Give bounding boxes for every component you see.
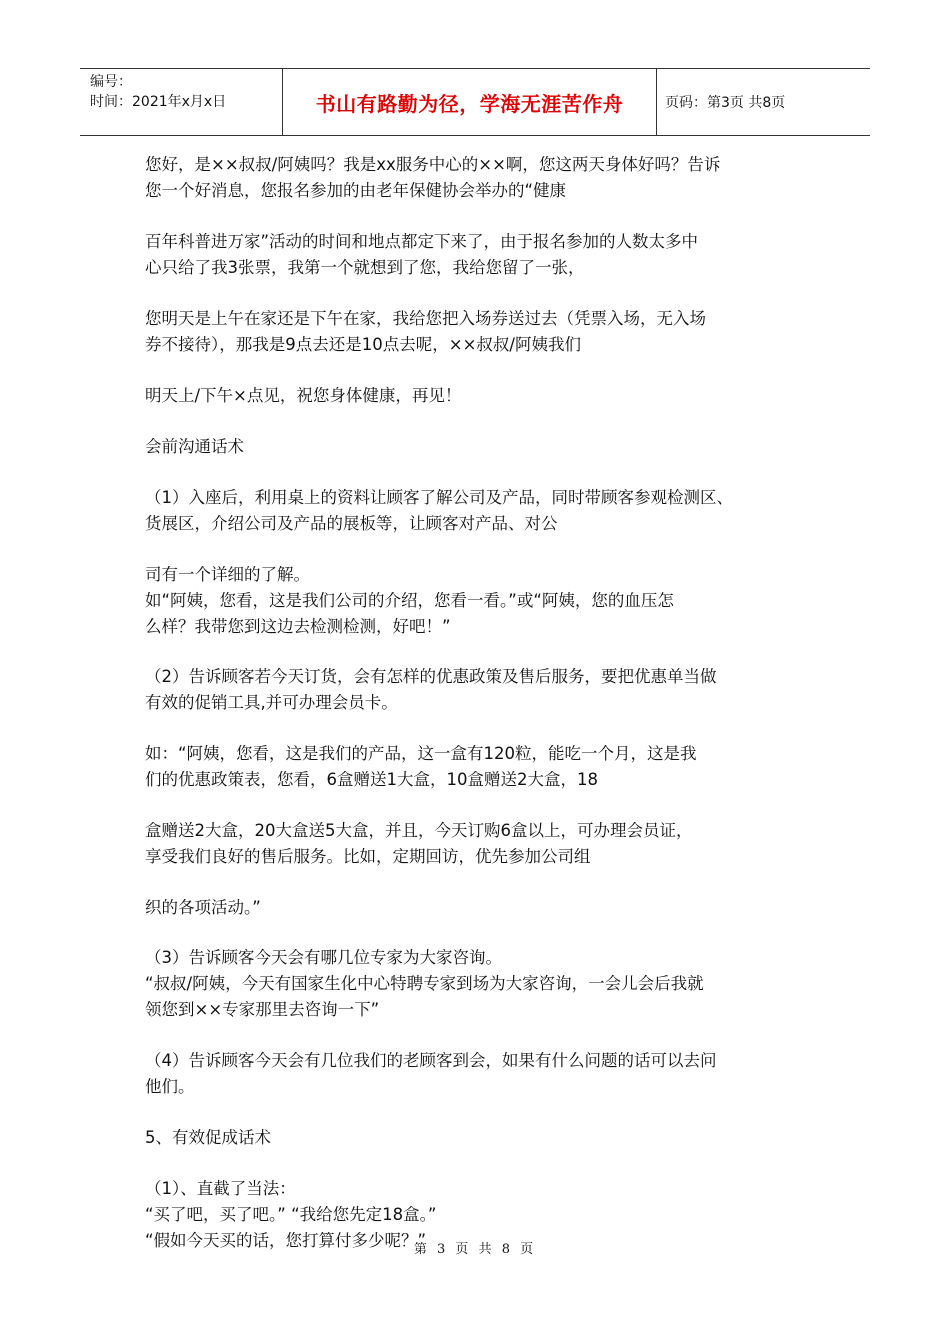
body-line: “假如今天买的话，您打算付多少呢？” — [145, 1231, 427, 1250]
document-body — [145, 152, 825, 1254]
body-line: 货展区，介绍公司及产品的展板等，让顾客对产品、对公 — [145, 514, 558, 533]
body-line: （3）告诉顾客今天会有哪几位专家为大家咨询。 — [145, 948, 502, 967]
body-line: 盒赠送2大盒，20大盒送5大盒，并且，今天订购6盒以上，可办理会员证， — [145, 821, 693, 840]
document-date: 时间：2021年x月x日 — [90, 94, 227, 110]
body-line: 们的优惠政策表，您看，6盒赠送1大盒，10盒赠送2大盒，18 — [145, 770, 598, 789]
body-line: （4）告诉顾客今天会有几位我们的老顾客到会，如果有什么问题的话可以去问 — [145, 1051, 717, 1070]
page-footer: 第 3 页 共 8 页 — [413, 1242, 537, 1257]
body-line: 织的各项活动。” — [145, 898, 261, 917]
body-line: 百年科普进万家”活动的时间和地点都定下来了，由于报名参加的人数太多中 — [145, 232, 699, 251]
page-header — [80, 68, 870, 136]
body-line: 您好，是××叔叔/阿姨吗？我是xx服务中心的××啊，您这两天身体好吗？告诉 — [145, 155, 721, 174]
body-line: 么样？我带您到这边去检测检测，好吧！” — [145, 617, 451, 636]
body-line: 券不接待），那我是9点去还是10点去呢，××叔叔/阿姨我们 — [145, 335, 581, 354]
section-heading: 5、有效促成话术 — [145, 1128, 271, 1147]
body-line: 享受我们良好的售后服务。比如，定期回访，优先参加公司组 — [145, 847, 591, 866]
body-line: 有效的促销工具,并可办理会员卡。 — [145, 693, 398, 712]
body-line: 领您到××专家那里去咨询一下” — [145, 1000, 380, 1019]
body-line: “叔叔/阿姨，今天有国家生化中心特聘专家到场为大家咨询，一会儿会后我就 — [145, 974, 704, 993]
body-line: 司有一个详细的了解。 — [145, 565, 310, 584]
header-page-info: 页码：第3页 共8页 — [665, 95, 786, 111]
body-line: 明天上/下午×点见，祝您身体健康，再见！ — [145, 386, 462, 405]
body-line: （2）告诉顾客若今天订货，会有怎样的优惠政策及售后服务，要把优惠单当做 — [145, 667, 717, 686]
body-line: 如：“阿姨，您看，这是我们的产品，这一盒有120粒，能吃一个月，这是我 — [145, 744, 697, 763]
header-motto: 书山有路勤为径，学海无涯苦作舟 — [283, 69, 657, 135]
body-line: 他们。 — [145, 1077, 195, 1096]
section-heading: 会前沟通话术 — [145, 437, 244, 456]
body-line: （1）、直截了当法： — [145, 1179, 296, 1198]
body-line: 如“阿姨，您看，这是我们公司的介绍，您看一看。”或“阿姨，您的血压怎 — [145, 591, 674, 610]
body-line: 心只给了我3张票，我第一个就想到了您，我给您留了一张， — [145, 258, 585, 277]
body-line: （1）入座后，利用桌上的资料让顾客了解公司及产品，同时带顾客参观检测区、 — [145, 488, 733, 507]
body-line: 您明天是上午在家还是下午在家，我给您把入场券送过去（凭票入场，无入场 — [145, 309, 706, 328]
header-meta — [80, 69, 283, 135]
body-line: “买了吧，买了吧。” “我给您先定18盒。” — [145, 1205, 437, 1224]
document-number-label: 编号： — [90, 74, 132, 90]
body-line: 您一个好消息，您报名参加的由老年保健协会举办的“健康 — [145, 181, 567, 200]
